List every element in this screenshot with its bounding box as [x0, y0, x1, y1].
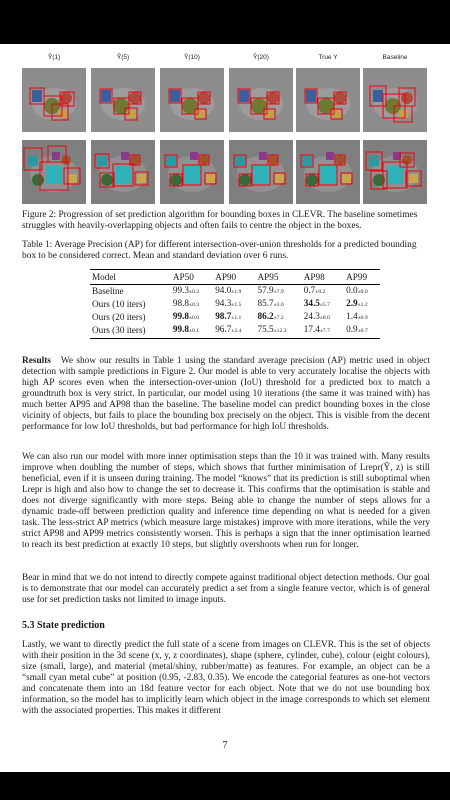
table-row: [90, 311, 380, 324]
value-cell: [213, 285, 255, 299]
mean: 0.0: [346, 285, 358, 295]
model-cell: Ours (20 iters): [92, 312, 146, 322]
column-header: Ŷ(10): [184, 54, 200, 61]
table-row: [90, 298, 380, 311]
value-cell: [213, 324, 255, 339]
value-cell: [256, 298, 302, 311]
std: ±0.3: [188, 302, 200, 308]
scene-image: [363, 68, 427, 132]
paragraph: Bear in mind that we do not intend to directly compete against traditional object detection methods. Our goal is to demonstrate that our model can accurately predict a set from a single feature vector, which is of general use for set prediction tasks not limited to image inputs.: [22, 573, 430, 606]
mean: 99.8: [172, 311, 189, 321]
header-cell: AP98: [302, 270, 344, 285]
std: ±0.1: [188, 328, 200, 334]
mean: 96.7: [215, 324, 232, 334]
value-cell: [302, 311, 344, 324]
scene-image: [91, 68, 155, 132]
results-table: [90, 269, 380, 339]
paragraph: We can also run our model with more inner optimisation steps than the 10 it was trained with. Many results improve when doubling the number of steps, which shows that further minimisation of Lrepr(Ŷ, z) is still beneficial, even if it is unseen during training. The model “knows” that its prediction is still suboptimal when Lrepr is high and also how to change the set to decrease it. This confirms that the optimisation is stable and does not diverge significantly with more steps. Being able to change the number of steps allows for a dynamic trade-off between prediction quality and inference time depending on what is needed for a given task. The less-strict AP metrics (which measure large mistakes) improve with more iterations, while the very strict AP98 and AP99 metrics consistently worsen. This is perhaps a sign that the inner optimisation learned to reach its best prediction at exactly 10 steps, but slightly overshoots when run for longer.: [22, 452, 430, 551]
std: ±0.9: [357, 315, 368, 321]
header-cell: AP50: [171, 270, 213, 285]
scene-image: [296, 140, 360, 204]
value-cell: [344, 298, 380, 311]
mean: 2.9: [346, 298, 358, 308]
std: ±1.5: [231, 302, 242, 308]
mean: 0.7: [303, 285, 316, 295]
column-header: Baseline: [382, 54, 408, 61]
paragraph: Lastly, we want to directly predict the full state of a scene from images on CLEVR. This is the set of objects with their position in the 3d scene (x, y, z coordinates), shape (sphere, cylinder, cube), colour (eight colours), size (small, large), and material (metal/shiny, rubber/matte) as features. For example, an object can be a “small cyan metal cube” at position (0.95, -2.83, 0.35). We encode the categorial features as one-hot vectors and concatenate them into an 18d feature vector for each object. Note that we do not use bounding box information, so the model has to implicitly learn which object in the image corresponds to which set element with the associated properties. This makes it different: [22, 640, 430, 717]
mean: 94.0: [215, 285, 232, 295]
std: ±7.7: [319, 328, 330, 334]
value-cell: [344, 285, 380, 299]
model-cell: Ours (30 iters): [90, 324, 171, 339]
std: ±0.0: [357, 289, 368, 295]
scene-image: [229, 140, 293, 204]
value-cell: [302, 285, 344, 299]
header-cell: AP99: [344, 270, 380, 285]
value-cell: [344, 324, 380, 339]
value-cell: [302, 298, 344, 311]
column-header: Ŷ(5): [116, 54, 130, 61]
value-cell: [171, 298, 213, 311]
value-cell: [171, 311, 213, 324]
mean: 99.3: [172, 285, 189, 295]
value-cell: [256, 285, 302, 299]
scene-image: [22, 68, 86, 132]
value-cell: [256, 311, 302, 324]
std: ±7.2: [273, 315, 284, 321]
mean: 99.8: [172, 324, 189, 334]
figure-2: [20, 44, 430, 214]
scene-image: [22, 140, 86, 204]
scene-image: [160, 140, 224, 204]
mean: 85.7: [257, 298, 274, 308]
table-row: [90, 285, 380, 299]
scene-image: [363, 140, 427, 204]
std: ±0.2: [188, 289, 200, 295]
status-bar: [0, 0, 450, 44]
value-cell: [256, 324, 302, 339]
mean: 98.8: [172, 298, 189, 308]
std: ±1.1: [231, 315, 242, 321]
scene-image: [160, 68, 224, 132]
std: ±1.9: [231, 289, 242, 295]
column-header: Ŷ(20): [253, 54, 269, 61]
mean: 94.3: [215, 298, 232, 308]
section-heading: 5.3 State prediction: [22, 620, 105, 631]
std: ±7.9: [273, 289, 284, 295]
mean: 24.3: [303, 311, 320, 321]
mean: 98.7: [215, 311, 232, 321]
page-number: 7: [222, 740, 228, 751]
mean: 0.9: [346, 324, 358, 334]
mean: 34.5: [303, 298, 320, 308]
header-cell: Model: [90, 270, 171, 285]
scene-image: [229, 68, 293, 132]
std: ±0.2: [315, 289, 326, 295]
mean: 1.4: [346, 311, 358, 321]
mean: 17.4: [303, 324, 320, 334]
std: ±0.0: [188, 315, 200, 321]
mean: 57.9: [257, 285, 274, 295]
figure-caption: Figure 2: Progression of set prediction algorithm for bounding boxes in CLEVR. The baseline sometimes struggles with heavily-overlapping objects and often fails to centre the object in the boxes.: [22, 210, 418, 232]
std: ±1.2: [357, 302, 368, 308]
column-header: Ŷ(1): [47, 54, 61, 61]
table-header-row: [90, 270, 380, 285]
std: ±0.7: [357, 328, 368, 334]
value-cell: [344, 311, 380, 324]
mean: 75.5: [257, 324, 274, 334]
value-cell: [171, 324, 213, 339]
mean: 86.2: [257, 311, 274, 321]
std: ±3.0: [273, 302, 284, 308]
header-cell: AP90: [213, 270, 255, 285]
value-cell: [171, 285, 213, 299]
table-row: [90, 324, 380, 339]
std: ±8.0: [319, 315, 330, 321]
scene-image: [91, 140, 155, 204]
model-cell: Ours (10 iters): [92, 299, 146, 309]
model-cell: Baseline: [92, 286, 124, 296]
std: ±12.3: [273, 328, 287, 334]
results-text: We show our results in Table 1 using the standard average precision (AP) metric used in object detection with sample predictions in Figure 2. Our model is able to very accurately localise the objects with high AP scores even when the intersection-over-union (IoU) threshold for a predicted box to match a groundtruth box is very strict. In particular, our model using 10 iterations (the same it was trained with) has much better AP95 and AP98 than the baseline. The baseline model can predict bounding boxes in the close vicinity of objects, but fails to place the bounding box precisely on the object. This is visible from the decent performance for low IoU thresholds, but bad performance for high IoU thresholds.: [22, 356, 430, 433]
value-cell: [302, 324, 344, 339]
results-paragraph: [22, 356, 430, 433]
scene-image: [296, 68, 360, 132]
results-heading: Results: [22, 356, 51, 366]
value-cell: [213, 298, 255, 311]
navigation-bar: [0, 772, 450, 800]
column-header: True Y: [318, 54, 338, 61]
std: ±5.7: [319, 302, 330, 308]
header-cell: AP95: [256, 270, 302, 285]
std: ±2.4: [231, 328, 242, 334]
value-cell: [213, 311, 255, 324]
table-caption: Table 1: Average Precision (AP) for different intersection-over-union thresholds for a predicted bounding box to be considered correct. Mean and standard deviation over 6 runs.: [22, 240, 417, 262]
